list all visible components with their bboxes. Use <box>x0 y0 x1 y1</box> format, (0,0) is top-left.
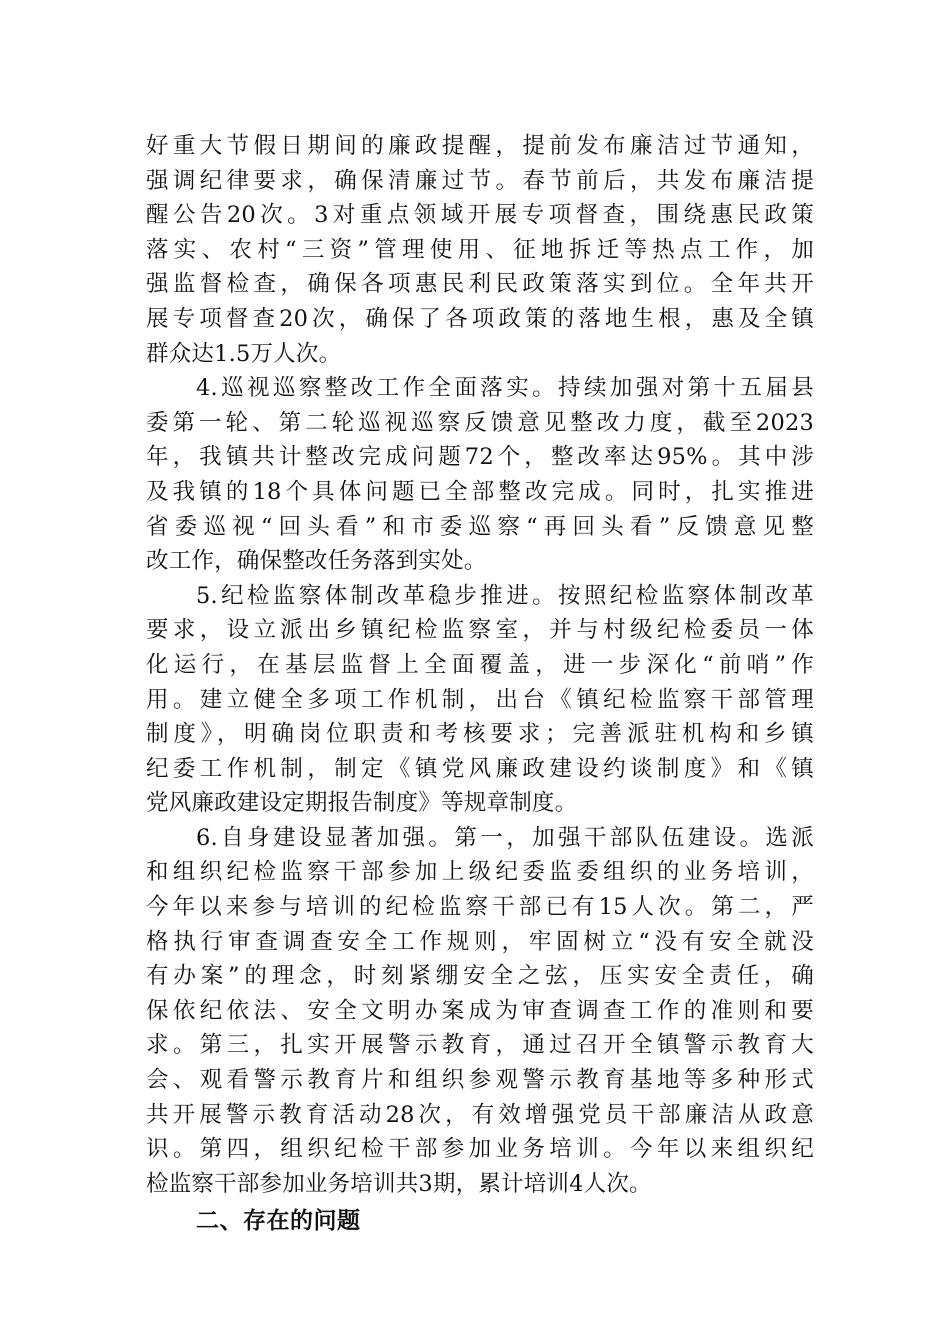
text-line: 求。第三，扎实开展警示教育，通过召开全镇警示教育大 <box>146 1032 814 1059</box>
text-line: 5.纪检监察体制改革稳步推进。按照纪检监察体制改革 <box>196 582 814 609</box>
paragraph-system-reform <box>146 579 814 821</box>
text-line: 及我镇的18个具体问题已全部整改完成。同时，扎实推进 <box>146 478 814 505</box>
paragraph-supervision-continued <box>146 129 814 371</box>
text-line: 展专项督查20次，确保了各项政策的落地生根，惠及全镇 <box>146 305 814 332</box>
text-line: 要求，设立派出乡镇纪检监察室，并与村级纪检委员一体 <box>146 617 814 644</box>
text-line: 群众达1.5万人次。 <box>146 340 342 367</box>
text-line: 党风廉政建设定期报告制度》等规章制度。 <box>146 790 578 817</box>
paragraph-inspection-rectification <box>146 371 814 579</box>
text-line: 用。建立健全多项工作机制，出台《镇纪检监察干部管理 <box>146 686 814 713</box>
text-line: 共开展警示教育活动28次，有效增强党员干部廉洁从政意 <box>146 1101 814 1128</box>
document-body <box>146 129 814 1241</box>
text-line: 保依纪依法、安全文明办案成为审查调查工作的准则和要 <box>146 997 814 1024</box>
text-line: 强监督检查，确保各项惠民利民政策落实到位。全年共开 <box>146 271 814 298</box>
text-line: 6.自身建设显著加强。第一，加强干部队伍建设。选派 <box>196 824 814 851</box>
paragraph-self-building <box>146 821 814 1202</box>
text-line: 好重大节假日期间的廉政提醒，提前发布廉洁过节通知， <box>146 133 814 159</box>
text-line: 纪委工作机制，制定《镇党风廉政建设约谈制度》和《镇 <box>146 755 814 782</box>
text-line: 落实、农村“三资”管理使用、征地拆迁等热点工作，加 <box>146 236 814 263</box>
section-heading-problems: 二、存在的问题 <box>196 1208 361 1235</box>
text-line: 制度》，明确岗位职责和考核要求；完善派驻机构和乡镇 <box>146 721 814 748</box>
text-line: 有办案”的理念，时刻紧绷安全之弦，压实安全责任，确 <box>146 963 814 990</box>
text-line: 委第一轮、第二轮巡视巡察反馈意见整改力度，截至2023 <box>146 409 814 436</box>
text-line: 检监察干部参加业务培训共3期，累计培训4人次。 <box>146 1170 652 1197</box>
text-line: 今年以来参与培训的纪检监察干部已有15人次。第二，严 <box>146 894 814 921</box>
text-line: 格执行审查调查安全工作规则，牢固树立“没有安全就没 <box>146 928 814 955</box>
text-line: 省委巡视“回头看”和市委巡察“再回头看”反馈意见整 <box>146 513 814 540</box>
text-line: 识。第四，组织纪检干部参加业务培训。今年以来组织纪 <box>146 1136 814 1163</box>
text-line: 4.巡视巡察整改工作全面落实。持续加强对第十五届县 <box>196 375 814 402</box>
text-line: 和组织纪检监察干部参加上级纪委监委组织的业务培训， <box>146 859 814 886</box>
text-line: 醒公告20次。3对重点领域开展专项督查，围绕惠民政策 <box>146 202 814 229</box>
text-line: 改工作，确保整改任务落到实处。 <box>146 548 487 575</box>
text-line: 年，我镇共计整改完成问题72个，整改率达95%。其中涉 <box>146 444 814 471</box>
text-line: 会、观看警示教育片和组织参观警示教育基地等多种形式 <box>146 1067 814 1094</box>
text-line: 强调纪律要求，确保清廉过节。春节前后，共发布廉洁提 <box>146 167 814 194</box>
text-line: 化运行，在基层监督上全面覆盖，进一步深化“前哨”作 <box>146 651 814 678</box>
